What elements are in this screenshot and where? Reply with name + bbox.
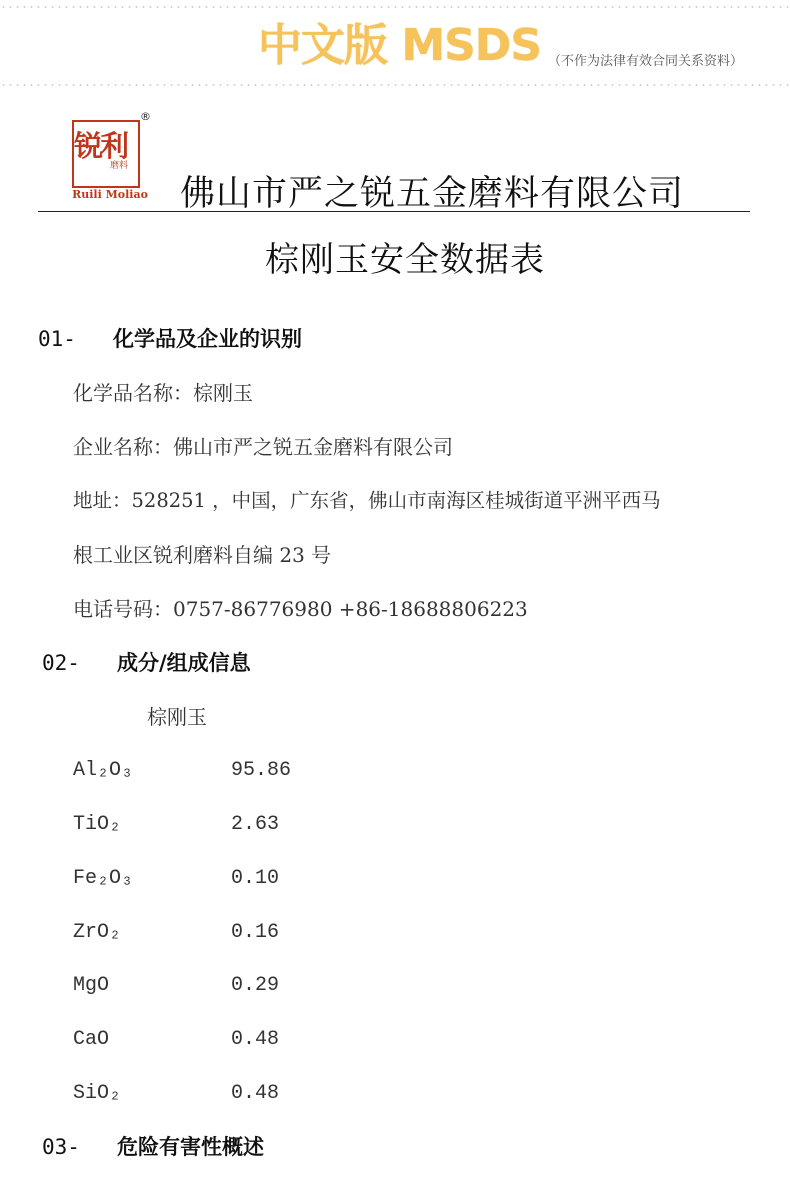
component-value: 0.48 bbox=[231, 1082, 280, 1105]
component-name: ZrO₂ bbox=[73, 921, 122, 944]
document-title: 棕刚玉安全数据表 bbox=[265, 240, 545, 280]
section-number: 03- bbox=[42, 1135, 80, 1159]
company-name-line: 企业名称：佛山市严之锐五金磨料有限公司 bbox=[73, 435, 453, 459]
banner-title: 中文版 MSDS bbox=[258, 20, 542, 71]
section-number: 02- bbox=[42, 651, 80, 675]
company-logo bbox=[60, 112, 160, 204]
component-value: 2.63 bbox=[231, 813, 280, 836]
address-line-2: 根工业区锐利磨料自编 23 号 bbox=[73, 543, 332, 567]
component-name: Fe₂O₃ bbox=[73, 867, 134, 890]
section-title: 危险有害性概述 bbox=[117, 1135, 264, 1159]
registered-mark: ® bbox=[140, 110, 151, 123]
component-name: Al₂O₃ bbox=[73, 759, 134, 782]
logo-small-tag: 磨料 bbox=[110, 161, 129, 171]
section-heading-03 bbox=[42, 1132, 264, 1162]
component-value: 0.29 bbox=[231, 974, 280, 997]
component-name: TiO₂ bbox=[73, 813, 122, 836]
phone-line: 电话号码：0757-86776980 +86-18688806223 bbox=[73, 597, 528, 621]
header-divider bbox=[38, 211, 750, 212]
company-name: 佛山市严之锐五金磨料有限公司 bbox=[180, 174, 685, 214]
section-number: 01- bbox=[38, 327, 76, 351]
address-line-1: 地址：528251 ，中国，广东省，佛山市南海区桂城街道平洲平西马 bbox=[73, 489, 661, 512]
material-label: 棕刚玉 bbox=[147, 705, 207, 729]
section-heading-01 bbox=[38, 324, 302, 354]
component-name: SiO₂ bbox=[73, 1082, 122, 1105]
banner-disclaimer: （不作为法律有效合同关系资料） bbox=[548, 54, 744, 69]
logo-glyphs: 锐利 bbox=[74, 129, 127, 163]
section-title: 成分/组成信息 bbox=[117, 651, 251, 675]
component-value: 0.10 bbox=[231, 867, 280, 890]
section-heading-02 bbox=[42, 648, 251, 678]
component-name: CaO bbox=[73, 1028, 110, 1051]
component-value: 95.86 bbox=[231, 759, 292, 782]
component-name: MgO bbox=[73, 974, 110, 997]
component-value: 0.16 bbox=[231, 921, 280, 944]
component-value: 0.48 bbox=[231, 1028, 280, 1051]
banner-dots-top bbox=[0, 6, 790, 8]
section-title: 化学品及企业的识别 bbox=[113, 327, 302, 351]
logo-text: Ruili Moliao bbox=[72, 188, 148, 201]
banner-dots-bottom bbox=[0, 84, 790, 86]
chemical-name-line: 化学品名称：棕刚玉 bbox=[73, 381, 253, 405]
